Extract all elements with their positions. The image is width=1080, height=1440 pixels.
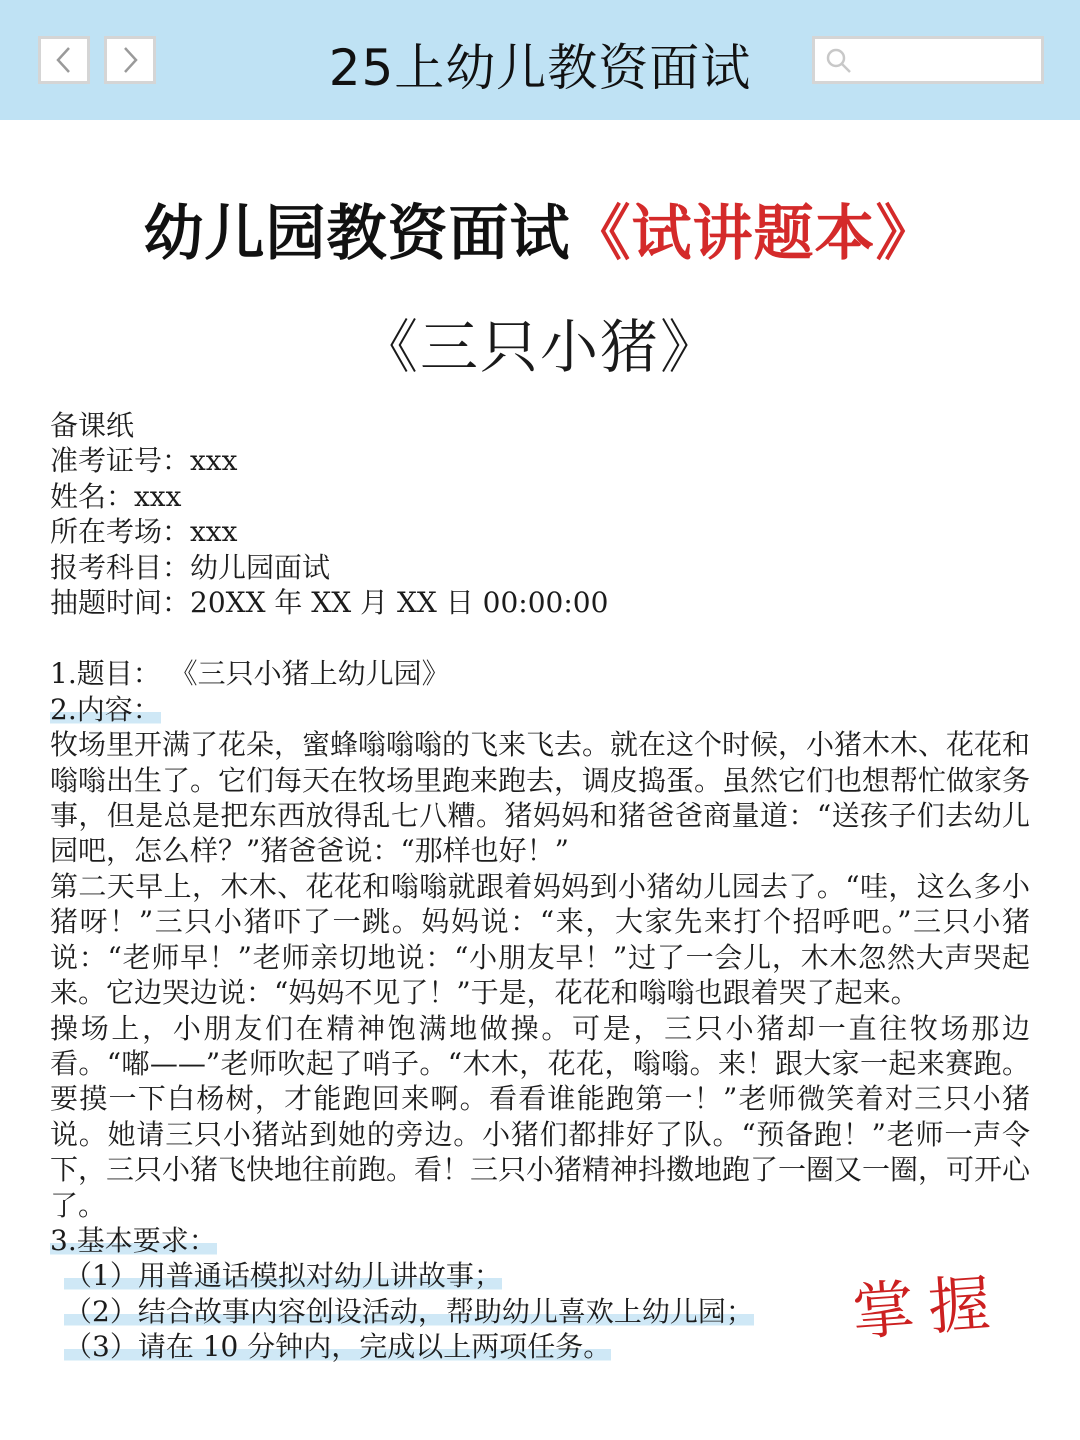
document-heading (0, 186, 1080, 272)
requirements-label: 3.基本要求： (50, 1223, 217, 1257)
requirements-label-line (50, 1223, 1030, 1258)
page-title: 25上幼儿教资面试 (328, 39, 752, 97)
requirement-item: （2）结合故事内容创设活动，帮助幼儿喜欢上幼儿园； (64, 1294, 754, 1328)
requirement-item: （3）请在 10 分钟内，完成以上两项任务。 (64, 1330, 612, 1364)
story-paragraph: 操场上，小朋友们在精神饱满地做操。可是，三只小猪却一直往牧场那边看。“嘟——”老师吹起了哨子。“木木，花花，嗡嗡。来！跟大家一起来赛跑。要摸一下白杨树，才能跑回来啊。看看谁能跑第一！”老师微笑着对三只小猪说。她请三只小猪站到她的旁边。小猪们都排好了队。“预备跑！”老师一声令下，三只小猪飞快地往前跑。看！三只小猪精神抖擞地跑了一圈又一圈，可开心了。 (50, 1011, 1031, 1222)
story-text (50, 727, 1030, 1223)
requirement-item: （1）用普通话模拟对幼儿讲故事； (64, 1259, 502, 1293)
candidate-name: 姓名：xxx (50, 479, 182, 513)
story-paragraph: 牧场里开满了花朵，蜜蜂嗡嗡嗡的飞来飞去。就在这个时候，小猪木木、花花和嗡嗡出生了。它们每天在牧场里跑来跑去，调皮捣蛋。虽然它们也想帮忙做家务事，但是总是把东西放得乱七八糟。猪妈妈和猪爸爸商量道：“送孩子们去幼儿园吧，怎么样？”猪爸爸说：“那样也好！” (50, 728, 1031, 868)
content-label: 2.内容： (50, 692, 161, 726)
paper-label: 备课纸 (50, 409, 135, 442)
heading-accent: 《试讲题本》 (570, 199, 937, 269)
story-paragraph: 第二天早上，木木、花花和嗡嗡就跟着妈妈到小猪幼儿园去了。“哇，这么多小猪呀！”三只小猪吓了一跳。妈妈说：“来，大家先来打个招呼吧。”三只小猪说：“老师早！”老师亲切地说：“小朋友早！”过了一会儿，木木忽然大声哭起来。它边哭边说：“妈妈不见了！”于是，花花和嗡嗡也跟着哭了起来。 (50, 869, 1030, 1010)
topic-label: 1.题目： (50, 657, 161, 691)
exam-subject: 报考科目：幼儿园面试 (50, 550, 331, 584)
search-input[interactable] (812, 36, 1044, 84)
topic-line (50, 656, 1030, 691)
heading-main: 幼儿园教资面试 (143, 199, 571, 269)
story-title: 《三只小猪》 (359, 313, 720, 381)
exam-venue: 所在考场：xxx (50, 515, 238, 549)
spacer (50, 620, 1030, 656)
document-body (50, 408, 1030, 1365)
draw-time: 抽题时间：20XX 年 XX 月 XX 日 00:00:00 (50, 586, 609, 620)
handwritten-stamp: 掌握 (849, 1265, 1007, 1350)
content-label-line (50, 692, 1030, 727)
top-bar (0, 0, 1080, 120)
search-icon (825, 47, 853, 75)
topic-value: 《三只小猪上幼儿园》 (169, 657, 450, 691)
exam-id: 准考证号：xxx (50, 444, 238, 478)
